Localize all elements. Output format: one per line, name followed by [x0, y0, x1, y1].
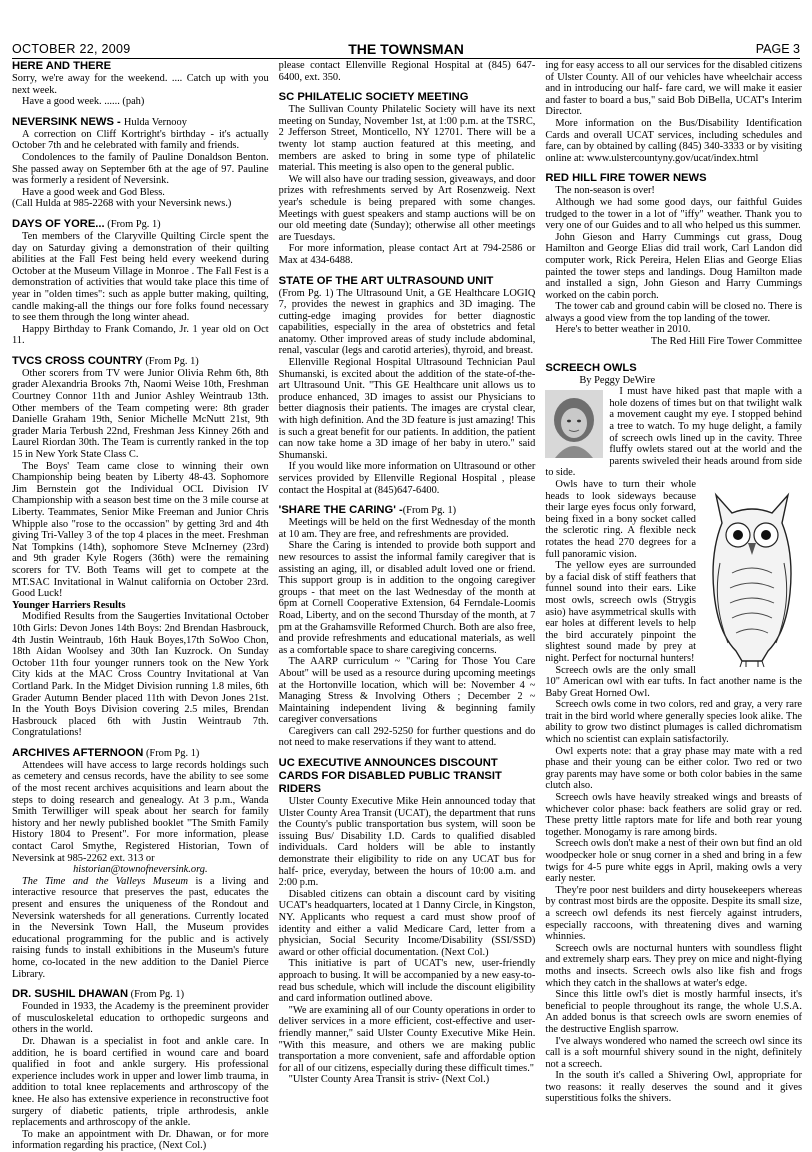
here-p2: Have a good week. ...... (pah) [22, 96, 145, 108]
neversink-heading-text: NEVERSINK NEWS - [12, 115, 124, 128]
caring-heading-text: 'SHARE THE CARING' - [278, 504, 403, 517]
ucat-heading: UC EXECUTIVE ANNOUNCES DISCOUNT CARDS FOR DISABLED PUBLIC TRANSIT RIDERS [278, 757, 502, 796]
caring-p3: The AARP curriculum ~ "Caring for Those You Care About" will be used as a resource during upcoming meetings at the Hortonville location, which will be: November 4 ~ Managing Stress & Involving Others ; December 2 ~ Maintaining independent living & beginning family caregiver conversations [278, 656, 536, 726]
philatelic-heading: SC PHILATELIC SOCIETY MEETING [278, 91, 469, 104]
ultrasound-heading: STATE OF THE ART ULTRASOUND UNIT [278, 274, 494, 287]
ultrasound-p1: (From Pg. 1) The Ultrasound Unit, a GE Healthcare LOGIQ 7, provides the newest in graphics and 3D imaging. The cutting-edge imaging provides for better diagnostic capabilities, especially in the area of obstetrics and fetal anatomy. Other improved areas of study include abdominal, renal, vascular (legs and carotid arteries), thyroid, and breast. [278, 287, 536, 357]
ucat-p5: "Ulster County Area Transit is striv- (Next Col.) [288, 1074, 490, 1086]
tvcs-p3: Modified Results from the Saugerties Invitational October 10th Girls: Devon Jones 14th Boys: 2nd Brendan Hasbrouck, 4th Justin Weintraub, 16th Hauk Boyes,17th SoWoo Chon, 18th Aidan Woolsey and 30th Ian Kuzrock. On Sunday October 11th four younger runners took on the New York City kids at the MAC Cross Country Invitational at Van Cortland Park. In the Midget Division running 1.8 miles, 6th Grader Autumn Bender placed 11th with Devon Jones 21st. In the Youth Boys Division covering 2.5 miles, Brendan Hasbrouck placed 6th with Justin Weintraub 7th. Congratulations! [12, 611, 269, 739]
archives-p2 [12, 876, 269, 980]
owls-p8: Screech owls don't make a nest of their own but find an old woodpecker hole or snug corner in a shed and bring in a few twigs for 4-5 pure white eggs in April, making owls a very early nester. [545, 838, 803, 885]
redhill-p2: Although we had some good days, our faithful Guides trudged to the tower in a lot of "iffy" weather. Thank you to very one of our Guides and to all who helped us this summer. [545, 196, 803, 232]
days-p2: Happy Birthday to Frank Comando, Jr. 1 year old on Oct 11. [12, 323, 269, 347]
dhawan-from: (From Pg. 1) [128, 989, 185, 1001]
neversink-author: Hulda Vernooy [123, 116, 187, 128]
owls-p2: Owls have to turn their whole heads to look sideways because their large eyes focus only forward, being fixed in a bony socket called the sclerotic ring. A flexible neck rotates the head 270 degrees for a full panoramic vision. [545, 479, 697, 560]
tvcs-p2: The Boys' Team came close to winning their own Championship being beaten by Liberty 48-43. Sophomore Jim Bernstein got the Individual OCL Division IV Championship with a season best time on the 3 mile course at Liberty. Teammates, Senior Mike Freeman and Junior Chris Whipple also "rose to the occassion" by getting 3rd and 4th giving Tri-Valley 3 of the top 4 places in the meet. Freshman Nat Tompkins (14th), sophomore Steve McInerney (23rd) and 9th grader Kyle Rogers (36th) were the remaining scorers for TV. Both Teams will get to compete at the MT.SAC Invitational in Walnut california on October 23rd. Good Luck! [12, 460, 269, 600]
caring-from: (From Pg. 1) [402, 505, 457, 517]
caring-p1: Meetings will be held on the first Wednesday of the month at 10 am. They are free, and refreshments are provided. [278, 517, 536, 540]
days-from: (From Pg. 1) [104, 218, 161, 230]
tvcs-from: (From Pg. 1) [142, 355, 199, 367]
col2-continuation: please contact Ellenville Regional Hospital at (845) 647-6400, ext. 350. [278, 60, 536, 83]
redhill-p5: Here's to better weather in 2010. [555, 324, 691, 336]
dhawan-p3: To make an appointment with Dr. Dhawan, or for more information regarding his practice, (Next Col.) [12, 1128, 269, 1152]
neversink-p3: Have a good week and God Bless. [22, 186, 165, 198]
column-2 [279, 60, 536, 1122]
caring-p4: Caregivers can call 292-5250 for further questions and do not need to make reservations if they want to attend. [278, 725, 536, 749]
owls-p9: They're poor nest builders and dirty housekeepers whereas by contrast most birds are the opposite. Despite its small size, a screech owl defends its nest fiercely against intruders, especially raccoons, with threatening dives and warning whinnies. [545, 884, 803, 943]
here-p1: Sorry, we're away for the weekend. .... Catch up with you next week. [12, 73, 269, 96]
archives-email[interactable]: historian@townofneversink.org. [73, 864, 208, 876]
author-portrait-icon [545, 390, 603, 458]
owls-byline: By Peggy DeWire [579, 374, 656, 386]
owls-p6: Owl experts note: that a gray phase may mate with a red phase and their young can be either color. Two red or two gray parents may have some or both color babies in the same clutch also. [545, 745, 803, 792]
neversink-heading [12, 116, 269, 129]
redhill-p3: John Gieson and Harry Cummings cut grass, Doug Hamilton and George Elias did trail work, Carl Landon did computer work, Rick Pereira, Helen Elias and George Elias painted the tower steps and landings. Doug Hamilton made and installed a sign, John Gieson and Harry Cummings worked on the cabin porch. [545, 231, 803, 301]
owls-p3: The yellow eyes are surrounded by a facial disk of stiff feathers that funnel sound into their ears. Like most owls, screech owls (Strygis asio) have asymmetrical skulls with ear holes at different levels to help the bird accurately pinpoint the slightest sound made by prey at night. Perfect for nocturnal hunters! [545, 560, 697, 664]
days-heading-text: DAYS OF YORE... [12, 217, 105, 230]
owl-drawing [702, 483, 802, 668]
owls-p12: I've always wondered who named the screech owl since its call is a soft mournful shivery sound in the night, definitely not a screech. [545, 1035, 803, 1070]
dhawan-heading-text: DR. SUSHIL DHAWAN [12, 988, 129, 1001]
owls-p10: Screech owls are nocturnal hunters with soundless flight and extremely sharp ears. They prey on mice and night-flying moths and insects. Screech owls also like fish and frogs which they catch in the shallows at water's edge. [545, 942, 803, 989]
redhill-p4: The tower cab and ground cabin will be closed no. There is always a good view from the top landing of the tower. [545, 301, 803, 324]
ucat-p2: Disabled citizens can obtain a discount card by visiting UCAT's headquarters, located at 1 Danny Circle, in Kingston, NY. Applicants who request a card must show proof of identity and either a valid Medicare Card, letter from a physician, Social Security Income/Disability (SSI/SSD) award or other official documentation. (Next Col.) [278, 888, 536, 958]
archives-p1: Attendees will have access to large records holdings such as cemetery and census records, have the ability to see some of the most recent archives acquisitions and learn about the steps to doing research and genealogy. At 3 p.m., Wanda Smith Terwilliger will speak about her search for family history and her newly published booklet "The Smith Family History 1804 to Present". For more information, please contact Carol Smythe, Registered Historian, Town of Neversink at 985-2262 ext. 313 or [12, 759, 269, 864]
owls-p4: Screech owls are the only small 10" American owl with ear tufts. In fact another name is the Baby Great Horned Owl. [545, 664, 803, 699]
owls-p13: In the south it's called a Shivering Owl, appropriate for two reasons: it really deserves the sound and it gives superstitious folks the shivers. [545, 1070, 803, 1105]
days-p1: Ten members of the Claryville Quilting Circle spent the day on Saturday giving a demonstration of their quilting abilities at the Fall Fest being held every weekend during October at the Museum Village in Monroe . The Fall Fest is a demonstration of activities that would take place this time of year in "olden times": such as apple butter making, quilting, candle making-all the things our fore folks found necessary to see them through the long winter ahead. [12, 230, 269, 324]
ucat-p1: Ulster County Executive Mike Hein announced today that Ulster County Area Transit (UCAT), the department that runs the County's public transportation bus system, will soon be issuing Bus/ Disability I.D. Cards to qualified disabled individuals. Card holders will be able to instantly demonstrate their eligibility to ride on any UCAT bus for half- price, everyday, between the hours of 10:00 a.m. and 2:00 p.m. [278, 796, 536, 889]
tvcs-p1: Other scorers from TV were Junior Olivia Rehm 6th, 8th grader Alexandria Brooks 7th, Naomi Weise 10th, Freshman Courtney Connor 11th and Junior Ashley Weintraub 13th. Other members of the Team competing were: 8th grader Danielle Graham 19th, Senior Michelle McNutt 21st, 9th grader Maria Terbush 22nd, Freshman Jess Kinney 26th and Laurel Riordan 30th. The Team is currently ranked in the top 15 in New York State Class C. [12, 367, 269, 461]
neversink-p1: A correction on Cliff Kortright's birthday - it's actually October 7th and he celebrated with family and friends. [12, 128, 269, 152]
tvcs-heading [12, 355, 269, 368]
issue-date: OCTOBER 22, 2009 [12, 42, 131, 56]
ucat-p4: "We are examining all of our County operations in order to deliver services in a more efficient, cost-effective and user-friendly manner," said Ulster County Executive Mike Hein. "With this measure, and others we are making public transportation a more convenient, safe and affordable option for all of our citizens, especially during these difficult times." [278, 1004, 536, 1074]
archives-p2-text: is a living and interactive resource that preserves the past, educates the present and ensures the uniqueness of the Rondout and Neversink watersheds for all generations. Currently located in the Neversink Town Hall, the Museum provides educational programming for the public and is actively raising funds to install exhibitions in the Museum's future home, co-located in the new addition to the Daniel Pierce Library. [12, 875, 269, 980]
dhawan-p2: Dr. Dhawan is a specialist in foot and ankle care. In addition, he is board certified in wound care and board qualified in foot and ankle surgery. His professional experience includes work in upper and lower limb trauma, in addition to total knee replacements and arthroscopy of the knee. He also has extensive experience in reconstructive foot surgery of diabetic patients, triple arthrodesis, ankle replacements and arthroscopy of the ankle. [12, 1035, 269, 1129]
column-1 [12, 60, 269, 1152]
archives-heading [12, 747, 269, 760]
redhill-signature: The Red Hill Fire Tower Committee [650, 336, 803, 348]
column-3 [545, 60, 802, 1122]
ucat-p3: This initiative is part of UCAT's new, user-friendly approach to busing. It will be accompanied by a new easy-to-read bus schedule, which will include the discount eligibility and card information outlined above. [278, 958, 536, 1005]
redhill-p1: The non-season is over! [555, 185, 655, 197]
here-heading: HERE AND THERE [12, 60, 112, 72]
archives-heading-text: ARCHIVES AFTERNOON [12, 746, 144, 759]
owls-p11: Since this little owl's diet is mostly harmful insects, it's beneficial to people throughout its range, the whole U.S.A. An added bonus is that screech owls are sworn enemies of the destructive English sparrow. [545, 989, 803, 1035]
owls-p7: Screech owls have heavily streaked wings and breasts of whichever color phase: back feathers are solid gray or red. These pretty little raptors mate for life and both rear young together. Monogamy is rare among birds. [545, 792, 803, 838]
philatelic-p3: For more information, please contact Art at 794-2586 or Max at 434-6488. [278, 243, 536, 266]
caring-heading [279, 504, 536, 517]
philatelic-p1: The Sullivan County Philatelic Society will have its next meeting on Sunday, November 1st, at 1:00 p.m. at the TSRC, 2 Jefferson Street, Monticello, NY 12701. There will be a twenty lot stamp auction featured at this meeting, and members are asked to bring in some type of philatelic material. This meeting is also open to the general public. [278, 104, 536, 174]
museum-name: The Time and the Valleys Museum [22, 875, 189, 887]
dhawan-p1: Founded in 1933, the Academy is the preeminent provider of musculoskeletal education to orthopedic surgeons and others in the world. [12, 1001, 269, 1036]
paper-title: THE TOWNSMAN [348, 41, 464, 57]
owls-p5: Screech owls come in two colors, red and gray, a very rare trait in the bird world where generally species look alike. The ability to grow two distinct plumages is called dichromatism which no scientist can explain satisfactorily. [545, 699, 803, 746]
tvcs-subhead: Younger Harriers Results [12, 599, 126, 611]
col3-continuation: ing for easy access to all our services for the disabled citizens of Ulster County. All of our vehicles have wheelchair access and in introducing our half- fare card, we will make it easier and faster to board a bus," said Bob DiBella, UCAT's Interim Director. [545, 60, 803, 118]
philatelic-p2: We will also have our trading session, giveaways, and door prizes with refreshments served by Art Rosenzweig. Next year's schedule is being prepared with some changes. Meetings with guest speakers and stamp auctions will be on our old meeting date (Sunday); otherwise all other meetings are Tuesdays. [278, 173, 536, 243]
caring-p2: Share the Caring is intended to provide both support and new resources to assist the informal family caregiver that is assisting an aging, ill, or disabled adult loved one or friend. This support group is in addition to the ongoing caregiver groups - that meet on the last Wednesday of the month at 6pm at Cornell Cooperative Extension, 64 Ferndale-Loomis Road, Liberty, and on the second Thursday of the month, at 7 pm at the Grahamsville Reformed Church. Both are also free, and provide refreshments and educational materials, as well as a comfortable space to share caregiving concerns. [278, 540, 536, 656]
owls-heading: SCREECH OWLS [545, 361, 637, 374]
ultrasound-p2: Ellenville Regional Hospital Ultrasound Technician Paul Shumanski, is excited about the addition of the state-of-the-art Ultrasound Unit. "This GE Healthcare unit allows us to produce enhanced, 3D images to assist our Physicians to better diagnosis their patients. The images are crystal clear, with high definition. And the 3D feature is just amazing! This is such a great benefit for our patients. In addition, the patient can now take home a 3D image of her baby in utero." said Shumanski. [278, 357, 536, 461]
owls-p1: I must have hiked past that maple with a hole dozens of times but on that twilight walk a movement caught my eye. I stopped behind a tree to watch. To my huge delight, a family of screech owls lined up in the cavity. Three fluffy owlets stared out at the world and the parents swiveled their heads around from side to side. [545, 386, 803, 479]
ultrasound-p3: If you would like more information on Ultrasound or other services provided by Ellenville Regional Hospital , please contact the Hospital at (845)647-6400. [278, 461, 536, 496]
col3-continuation-2: More information on the Bus/Disability Identification Cards and overall UCAT services, including schedules and fare, can by obtained by calling (845) 340-3333 or by visiting online at: www.ulstercountyny.gov/ucat/index.html [545, 117, 803, 164]
archives-from: (From Pg. 1) [143, 747, 200, 759]
author-photo [545, 390, 603, 458]
columns [12, 60, 803, 1152]
owl-illustration-icon [702, 483, 802, 668]
days-heading [12, 218, 269, 231]
neversink-p2: Condolences to the family of Pauline Donaldson Benton. She passed away on September 6th at the age of 97. Pauline was formerly a resident of Neversink. [12, 151, 269, 187]
dhawan-heading [12, 988, 269, 1001]
neversink-p4: (Call Hulda at 985-2268 with your Neversink news.) [12, 198, 232, 210]
tvcs-heading-text: TVCS CROSS COUNTRY [12, 354, 143, 367]
page-number: PAGE 3 [755, 42, 800, 56]
masthead [12, 38, 800, 59]
redhill-heading: RED HILL FIRE TOWER NEWS [545, 172, 707, 185]
